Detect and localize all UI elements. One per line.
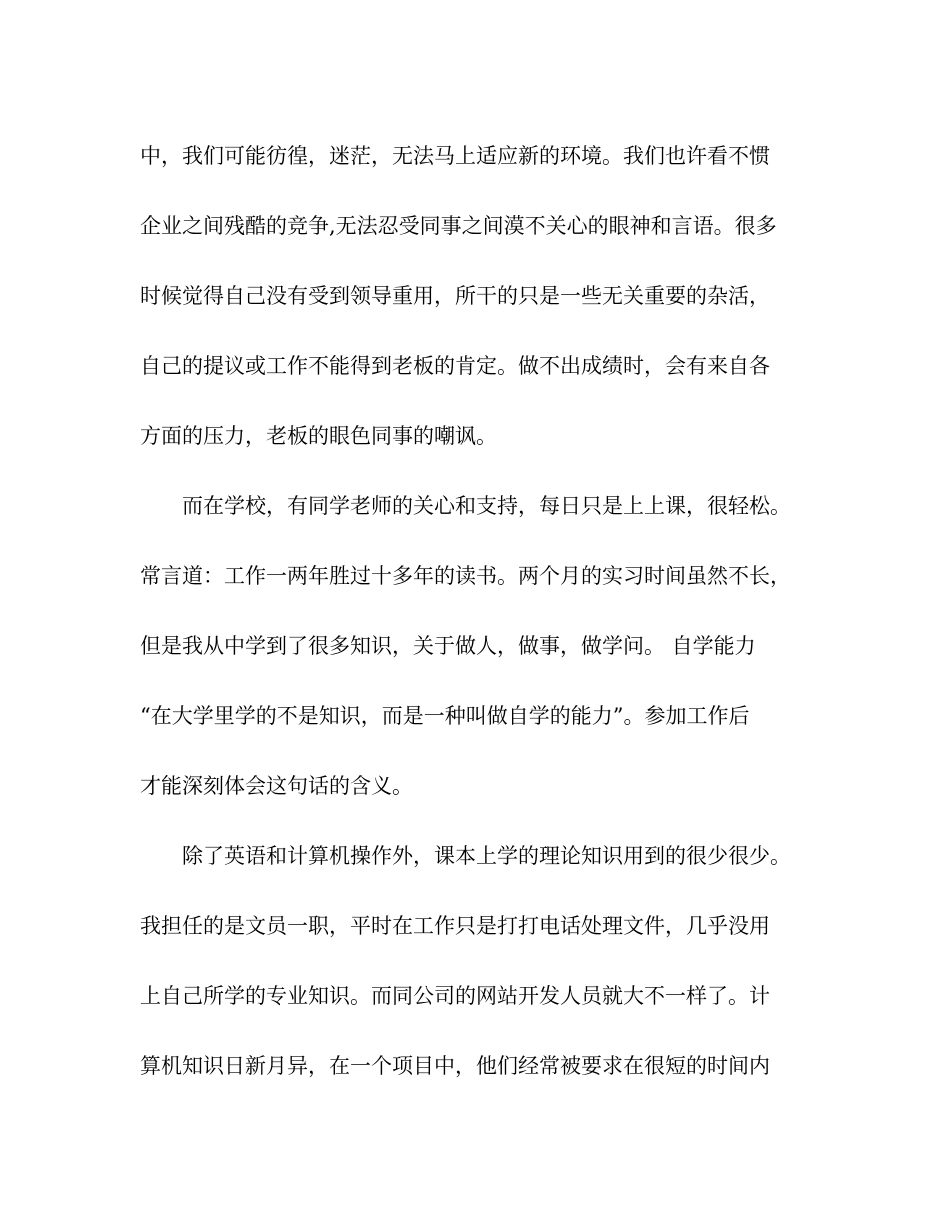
text-line-9: “在大学里学的不是知识，而是一种叫做自学的能力”。参加工作后 xyxy=(140,704,750,728)
text-line-6: 而在学校，有同学老师的关心和支持，每日只是上上课，很轻松。 xyxy=(182,494,791,518)
text-line-8: 但是我从中学到了很多知识，关于做人，做事，做学问。 自学能力 xyxy=(140,634,756,658)
text-line-14: 算机知识日新月异，在一个项目中，他们经常被要求在很短的时间内 xyxy=(140,1054,770,1078)
text-line-4: 自己的提议或工作不能得到老板的肯定。做不出成绩时，会有来自各 xyxy=(140,354,770,378)
text-line-10: 才能深刻体会这句话的含义。 xyxy=(140,774,413,798)
document-body xyxy=(140,121,812,1101)
text-line-2: 企业之间残酷的竞争,无法忍受同事之间漠不关心的眼神和言语。很多 xyxy=(140,214,777,238)
text-line-12: 我担任的是文员一职，平时在工作只是打打电话处理文件，几乎没用 xyxy=(140,914,770,938)
text-line-1: 中，我们可能彷徨，迷茫，无法马上适应新的环境。我们也许看不惯 xyxy=(140,144,770,168)
text-line-11: 除了英语和计算机操作外，课本上学的理论知识用到的很少很少。 xyxy=(182,844,791,868)
text-line-13: 上自己所学的专业知识。而同公司的网站开发人员就大不一样了。计 xyxy=(140,984,770,1008)
text-line-7: 常言道：工作一两年胜过十多年的读书。两个月的实习时间虽然不长， xyxy=(140,564,791,588)
text-line-3: 时候觉得自己没有受到领导重用，所干的只是一些无关重要的杂活， xyxy=(140,284,770,308)
text-line-5: 方面的压力，老板的眼色同事的嘲讽。 xyxy=(140,424,497,448)
